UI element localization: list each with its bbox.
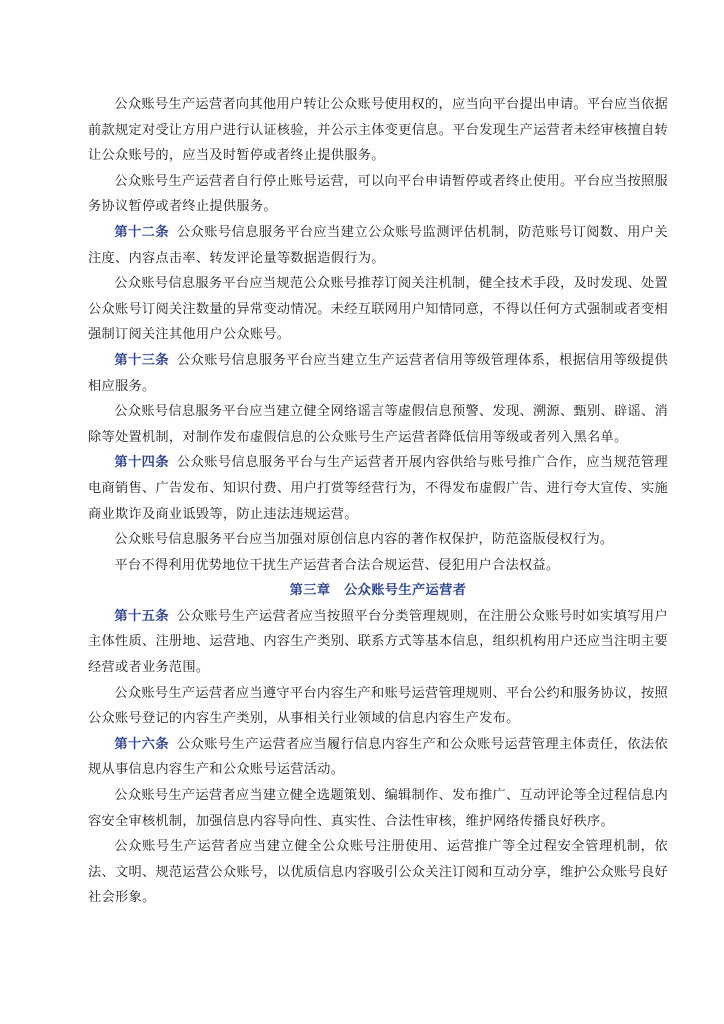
paragraph: 公众账号信息服务平台应当规范公众账号推荐订阅关注机制，健全技术手段，及时发现、处置公众账号订阅关注数量的异常变动情况。未经互联网用户知情同意，不得以任何方式强制或者变相强制订阅关注其他用户公众账号。 — [88, 276, 668, 343]
article-text: 公众账号信息服务平台应当建立公众账号监测评估机制，防范账号订阅数、用户关注度、内容点击率、转发评论量等数据造假行为。 — [88, 224, 668, 266]
article-number: 第十五条 — [114, 608, 169, 624]
article-text: 公众账号信息服务平台应当建立生产运营者信用等级管理体系，根据信用等级提供相应服务。 — [88, 352, 668, 394]
paragraph: 公众账号生产运营者向其他用户转让公众账号使用权的，应当向平台提出申请。平台应当依据前款规定对受让方用户进行认证核验，并公示主体变更信息。平台发现生产运营者未经审核擅自转让公众账号的，应当及时暂停或者终止提供服务。 — [88, 97, 668, 164]
paragraph: 公众账号生产运营者应当建立健全公众账号注册使用、运营推广等全过程安全管理机制，依法、文明、规范运营公众账号，以优质信息内容吸引公众关注订阅和互动分享，维护公众账号良好社会形象。 — [88, 839, 668, 906]
paragraph: 公众账号信息服务平台应当加强对原创信息内容的著作权保护，防范盗版侵权行为。 — [114, 532, 614, 548]
paragraph: 平台不得利用优势地位干扰生产运营者合法合规运营、侵犯用户合法权益。 — [114, 557, 560, 573]
paragraph: 公众账号信息服务平台应当建立健全网络谣言等虚假信息预警、发现、溯源、甄别、辟谣、消除等处置机制，对制作发布虚假信息的公众账号生产运营者降低信用等级或者列入黑名单。 — [88, 404, 668, 445]
article-number: 第十三条 — [114, 352, 169, 368]
paragraph: 公众账号生产运营者应当建立健全选题策划、编辑制作、发布推广、互动评论等全过程信息内容安全审核机制，加强信息内容导向性、真实性、合法性审核，维护网络传播良好秩序。 — [88, 788, 668, 829]
article-paragraph — [88, 348, 668, 399]
article-paragraph — [88, 604, 668, 681]
article-text: 公众账号生产运营者应当履行信息内容生产和公众账号运营管理主体责任，依法依规从事信息内容生产和公众账号运营活动。 — [88, 736, 668, 778]
article-text: 公众账号信息服务平台与生产运营者开展内容供给与账号推广合作，应当规范管理电商销售、广告发布、知识付费、用户打赏等经营行为，不得发布虚假广告、进行夸大宣传、实施商业欺诈及商业诋毁等，防止违法违规运营。 — [88, 455, 668, 522]
article-number: 第十四条 — [114, 455, 169, 471]
article-number: 第十六条 — [114, 736, 169, 752]
article-paragraph — [88, 450, 668, 527]
article-paragraph — [88, 732, 668, 783]
paragraph: 公众账号生产运营者自行停止账号运营，可以向平台申请暂停或者终止使用。平台应当按照服务协议暂停或者终止提供服务。 — [88, 173, 668, 215]
document-page — [88, 92, 668, 911]
chapter-heading: 第三章 公众账号生产运营者 — [289, 583, 467, 599]
article-text: 公众账号生产运营者应当按照平台分类管理规则，在注册公众账号时如实填写用户主体性质、注册地、运营地、内容生产类别、联系方式等基本信息，组织机构用户还应当注明主要经营或者业务范围。 — [88, 608, 668, 676]
paragraph: 公众账号生产运营者应当遵守平台内容生产和账号运营管理规则、平台公约和服务协议，按照公众账号登记的内容生产类别，从事相关行业领域的信息内容生产发布。 — [88, 685, 668, 727]
article-number: 第十二条 — [114, 224, 169, 240]
article-paragraph — [88, 220, 668, 271]
